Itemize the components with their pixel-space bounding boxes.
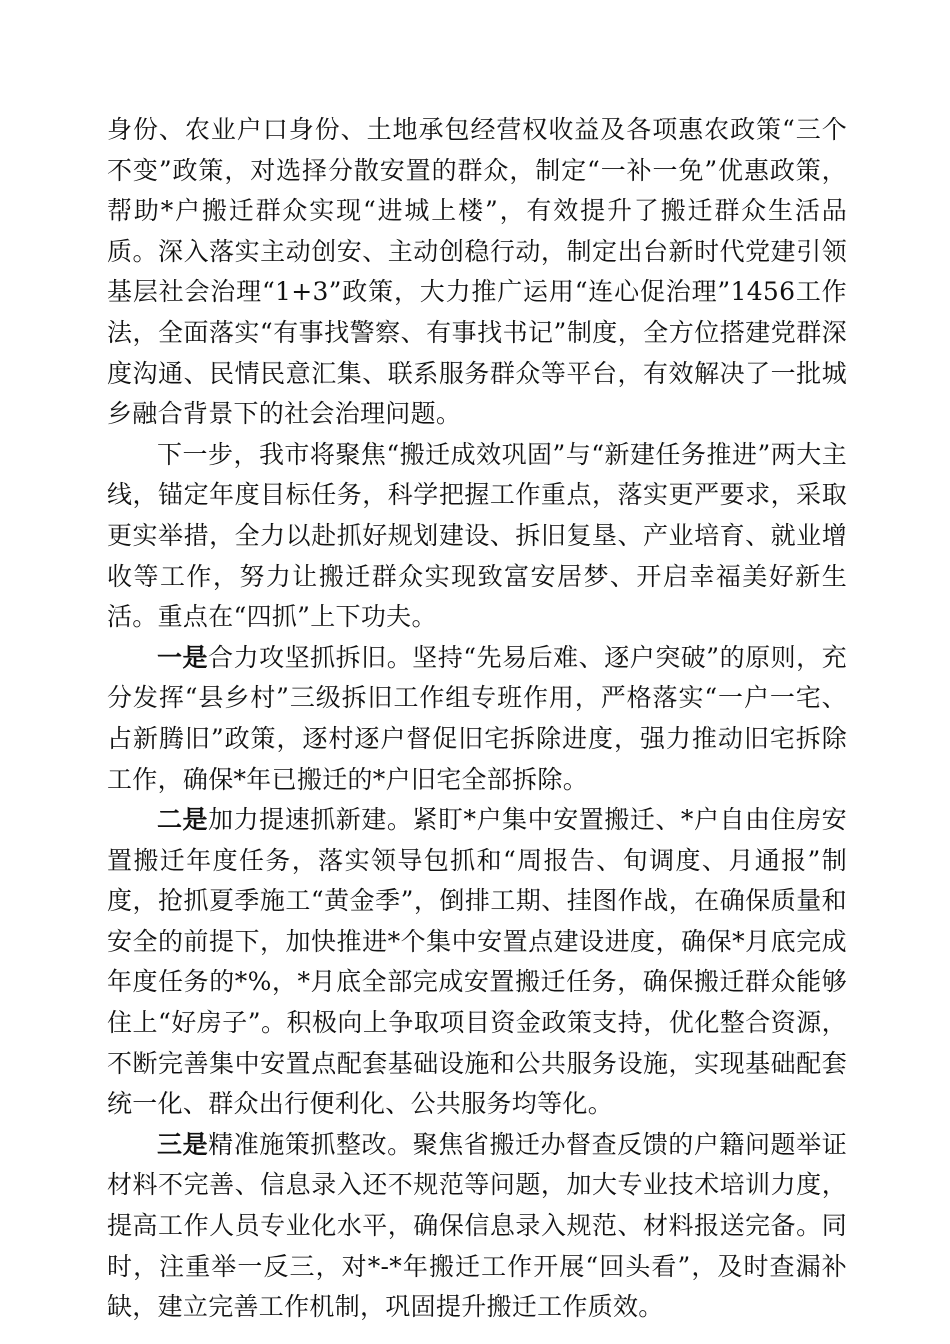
- document-page: [107, 110, 847, 1328]
- paragraph-lead: 二是: [157, 805, 209, 835]
- paragraph-point-two: [107, 800, 847, 1125]
- paragraph-text: 身份、农业户口身份、土地承包经营权收益及各项惠农政策“三个不变”政策，对选择分散安置的群众，制定“一补一免”优惠政策，帮助*户搬迁群众实现“进城上楼”，有效提升了搬迁群众生活品质。深入落实主动创安、主动创稳行动，制定出台新时代党建引领基层社会治理“1+3”政策，大力推广运用“连心促治理”1456工作法，全面落实“有事找警察、有事找书记”制度，全方位搭建党群深度沟通、民情民意汇集、联系服务群众等平台，有效解决了一批城乡融合背景下的社会治理问题。: [107, 115, 847, 429]
- paragraph-next-steps: [107, 435, 847, 638]
- paragraph-text: 合力攻坚抓拆旧。坚持“先易后难、逐户突破”的原则，充分发挥“县乡村”三级拆旧工作组专班作用，严格落实“一户一宅、占新腾旧”政策，逐村逐户督促旧宅拆除进度，强力推动旧宅拆除工作，确保*年已搬迁的*户旧宅全部拆除。: [107, 642, 847, 794]
- paragraph-text: 下一步，我市将聚焦“搬迁成效巩固”与“新建任务推进”两大主线，锚定年度目标任务，科学把握工作重点，落实更严要求，采取更实举措，全力以赴抓好规划建设、拆旧复垦、产业培育、就业增收等工作，努力让搬迁群众实现致富安居梦、开启幸福美好新生活。重点在“四抓”上下功夫。: [107, 439, 847, 632]
- paragraph-lead: 一是: [157, 642, 209, 672]
- paragraph-point-one: [107, 638, 847, 800]
- paragraph-lead: 三是: [157, 1129, 209, 1159]
- paragraph-point-three: [107, 1125, 847, 1328]
- paragraph-text: 加力提速抓新建。紧盯*户集中安置搬迁、*户自由住房安置搬迁年度任务，落实领导包抓和“周报告、旬调度、月通报”制度，抢抓夏季施工“黄金季”，倒排工期、挂图作战，在确保质量和安全的前提下，加快推进*个集中安置点建设进度，确保*月底完成年度任务的*%，*月底全部完成安置搬迁任务，确保搬迁群众能够住上“好房子”。积极向上争取项目资金政策支持，优化整合资源，不断完善集中安置点配套基础设施和公共服务设施，实现基础配套统一化、群众出行便利化、公共服务均等化。: [107, 805, 847, 1119]
- paragraph-continuation: [107, 110, 847, 435]
- paragraph-text: 精准施策抓整改。聚焦省搬迁办督查反馈的户籍问题举证材料不完善、信息录入还不规范等问题，加大专业技术培训力度，提高工作人员专业化水平，确保信息录入规范、材料报送完备。同时，注重举一反三，对*-*年搬迁工作开展“回头看”，及时查漏补缺，建立完善工作机制，巩固提升搬迁工作质效。: [107, 1129, 847, 1322]
